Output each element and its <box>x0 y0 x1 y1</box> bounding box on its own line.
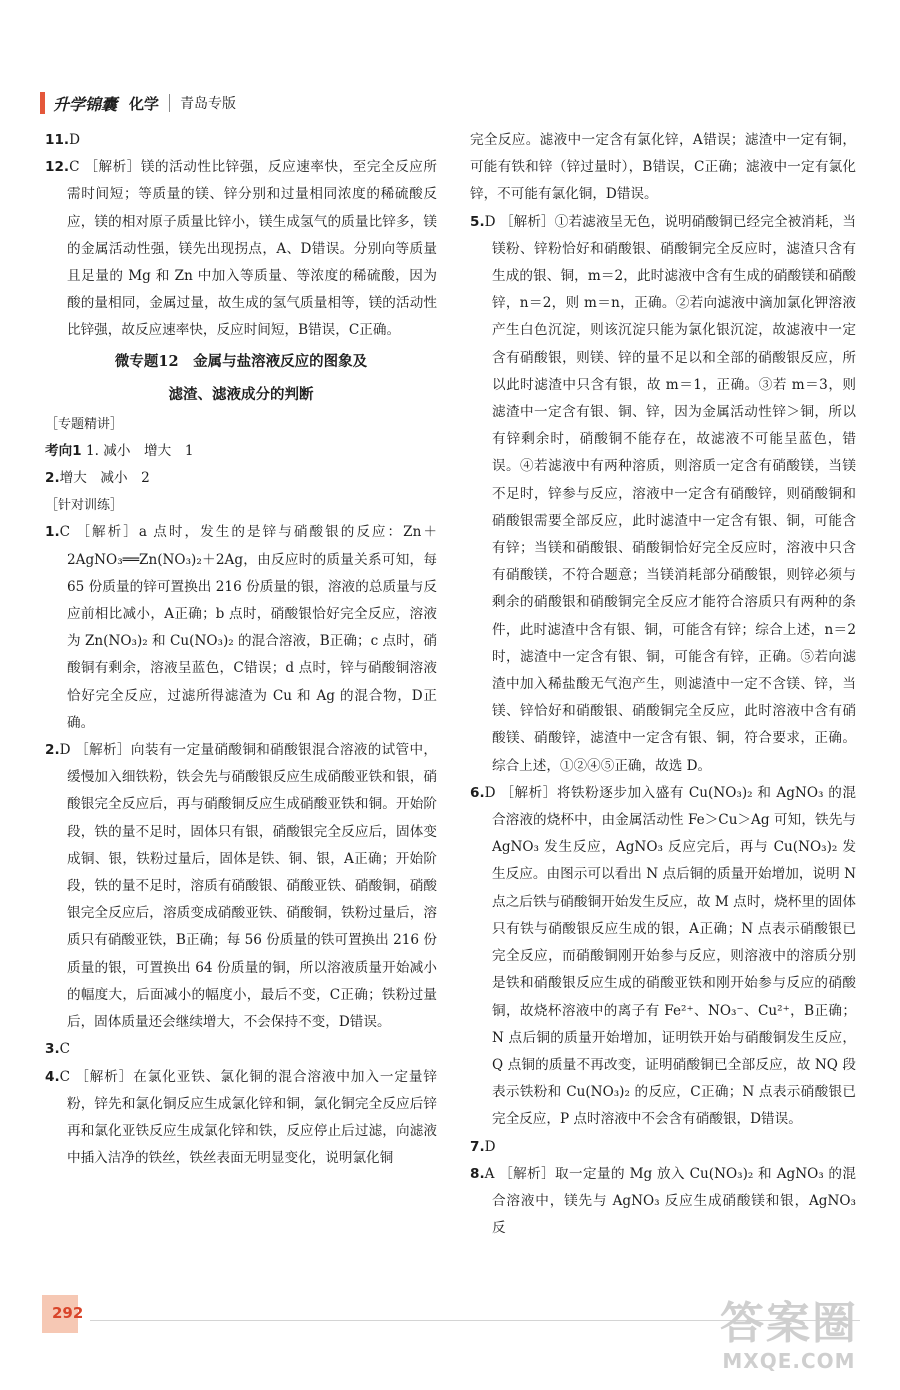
answer-7 <box>470 1134 856 1161</box>
direction-label: 考向1 <box>45 442 82 459</box>
answer-text: C <box>59 1041 71 1058</box>
watermark <box>720 1300 858 1374</box>
answer-6 <box>470 780 856 1134</box>
edition-label: 青岛专版 <box>180 96 237 112</box>
header-divider <box>169 94 170 112</box>
brand-title: 升学锦囊 <box>53 94 118 114</box>
answer-number: 12. <box>45 159 70 176</box>
answer-1 <box>45 519 437 737</box>
answer-2 <box>45 737 437 1036</box>
topic-title-line-2: 滤渣、滤液成分的判断 <box>168 385 314 403</box>
answer-text: C ［解析］镁的活动性比锌强，反应速率快，至完全反应所需时间短；等质量的镁、锌分别和过量相同浓度的稀硫酸反应，镁的相对原子质量比锌小，镁生成氢气的质量比锌多，镁的金属活动性强，镁先出现拐点，A、D错误。分别向等质量且足量的 Mg 和 Zn 中加入等质量、等浓度的稀硫酸，因为酸的量相同，金属过量，故生成的氢气质量相等，镁的活动性比锌强，故反应速率快，反应时间短，B错误，C正确。 <box>67 159 437 339</box>
answer-number: 4. <box>45 1068 60 1085</box>
direction-text: 1. 减小 增大 1 <box>85 442 194 459</box>
watermark-url: MXQE.COM <box>722 1349 856 1373</box>
right-column <box>470 127 856 1242</box>
section-heading-practice: ［针对训练］ <box>45 498 124 514</box>
answer-number: 3. <box>45 1041 60 1058</box>
direction-1 <box>45 438 437 465</box>
answer-number: 11. <box>45 132 70 148</box>
header-accent-bar <box>40 92 45 114</box>
answer-3 <box>45 1036 437 1063</box>
answer-text: C ［解析］a 点时，发生的是锌与硝酸银的反应：Zn＋2AgNO₃══Zn(NO₃)₂＋2Ag，由反应时的质量关系可知，每 65 份质量的锌可置换出 216 份质量的银，溶液的总质量与反应前相比减小，A正确；b 点时，硝酸银恰好完全反应，溶液为 Zn(NO₃)₂ 和 Cu(NO₃)₂ 的混合溶液，B正确；c 点时，硝酸铜有剩余，溶液呈蓝色，C错误；d 点时，锌与硝酸铜溶液恰好完全反应，过滤所得滤渣为 Cu 和 Ag 的混合物，D正确。 <box>59 524 437 731</box>
page-number: 292 <box>52 1304 84 1322</box>
answer-text: D <box>69 132 80 148</box>
answer-5 <box>470 209 856 780</box>
watermark-logo: 答案圈 <box>720 1298 858 1349</box>
direction-text: 增大 减小 2 <box>59 470 150 487</box>
running-header <box>40 88 236 118</box>
answer-8 <box>470 1161 856 1243</box>
answer-4 <box>45 1064 437 1173</box>
answer-number: 6. <box>470 784 485 801</box>
answer-text: D ［解析］①若滤液呈无色，说明硝酸铜已经完全被消耗，当镁粉、锌粉恰好和硝酸银、硝酸铜完全反应时，滤渣只含有生成的银、铜，m＝2，此时滤液中含有生成的硝酸镁和硝酸锌，n＝2，则 m＝n，正确。②若向滤液中滴加氯化钾溶液产生白色沉淀，则该沉淀只能为氯化银沉淀，故滤液中一定含有硝酸银，则镁、锌的量不足以和全部的硝酸银反应，所以此时滤渣中只含有银，故 m＝1，正确。③若 m＝3，则滤渣中一定含有银、铜、锌，因为金属活动性锌＞铜，所以有锌剩余时，硝酸铜不能存在，故滤液不可能呈蓝色，错误。④若滤液中有两种溶质，则溶质一定含有硝酸镁，当镁不足时，锌参与反应，溶液中一定含有硝酸锌，则硝酸铜和硝酸银需要全部反应，此时滤渣中一定含有银、铜，可能含有锌；当镁和硝酸银、硝酸铜恰好完全反应时，溶液中只含有硝酸镁，不符合题意；当镁消耗部分硝酸银，则锌必须与剩余的硝酸银和硝酸铜完全反应才能符合溶质只有两种的条件，此时滤渣中含有银、铜，可能含有锌；综合上述，n＝2 时，滤渣中一定含有银、铜，可能含有锌，正确。⑤若向滤渣中加入稀盐酸无气泡产生，则滤渣中一定不含镁、锌，当镁、锌恰好和硝酸银、硝酸铜完全反应，此时溶液中含有硝酸镁、硝酸锌，滤渣中一定含有银、铜，符合要求，正确。综合上述，①②④⑤正确，故选 D。 <box>484 213 856 774</box>
answer-text: D ［解析］向装有一定量硝酸铜和硝酸银混合溶液的试管中，缓慢加入细铁粉，铁会先与硝酸银反应生成硝酸亚铁和银，硝酸银完全反应后，再与硝酸铜反应生成硝酸亚铁和铜。开始阶段，铁的量不足时，固体只有银，硝酸银完全反应后，固体变成铜、银，铁粉过量后，固体是铁、铜、银，A正确；开始阶段，铁的量不足时，溶质有硝酸银、硝酸亚铁、硝酸铜，硝酸银完全反应后，溶质变成硝酸亚铁、硝酸铜，铁粉过量后，溶质只有硝酸亚铁，B正确；每 56 份质量的铁可置换出 216 份质量的银，可置换出 64 份质量的铜，所以溶液质量开始减小的幅度大，后面减小的幅度小，最后不变，C正确；铁粉过量后，固体质量还会继续增大，不会保持不变，D错误。 <box>59 742 437 1031</box>
left-column <box>45 127 437 1172</box>
section-heading-lecture: ［专题精讲］ <box>45 416 124 432</box>
subject-label: 化学 <box>129 94 160 113</box>
answer-number: 1. <box>45 524 60 541</box>
answer-11 <box>45 127 437 154</box>
answer-12 <box>45 154 437 344</box>
answer-text: C ［解析］在氯化亚铁、氯化铜的混合溶液中加入一定量锌粉，锌先和氯化铜反应生成氯化锌和铜，氯化铜完全反应后锌再和氯化亚铁反应生成氯化锌和铁，反应停止后过滤，向滤液中插入洁净的铁丝，铁丝表面无明显变化，说明氯化铜 <box>59 1068 437 1167</box>
topic-title-line-1: 微专题12 金属与盐溶液反应的图象及 <box>114 352 368 370</box>
answer-number: 8. <box>470 1165 485 1182</box>
answer-text: D <box>484 1138 496 1155</box>
direction-2 <box>45 465 437 492</box>
answer-4-continued: 完全反应。滤液中一定含有氯化锌，A错误；滤渣中一定有铜，可能有铁和锌（锌过量时），B错误，C正确；滤液中一定有氯化锌，不可能有氯化铜，D错误。 <box>470 132 856 203</box>
answer-number: 7. <box>470 1138 485 1155</box>
answer-text: A ［解析］取一定量的 Mg 放入 Cu(NO₃)₂ 和 AgNO₃ 的混合溶液中，镁先与 AgNO₃ 反应生成硝酸镁和银，AgNO₃ 反 <box>484 1165 856 1237</box>
answer-number: 5. <box>470 213 485 230</box>
answer-number: 2. <box>45 742 60 759</box>
answer-number: 2. <box>45 470 60 487</box>
answer-text: D ［解析］将铁粉逐步加入盛有 Cu(NO₃)₂ 和 AgNO₃ 的混合溶液的烧杯中，由金属活动性 Fe＞Cu＞Ag 可知，铁先与 AgNO₃ 发生反应，AgNO₃ 反应完后，再与 Cu(NO₃)₂ 发生反应。由图示可以看出 N 点后铜的质量开始增加，说明 N 点之后铁与硝酸铜开始发生反应，故 M 点时，烧杯里的固体只有铁与硝酸银反应生成的银，A正确；N 点表示硝酸银已完全反应，而硝酸铜刚开始参与反应，则溶液中的溶质分别是铁和硝酸银反应生成的硝酸亚铁和刚开始参与反应的硝酸铜，故烧杯溶液中的离子有 Fe²⁺、NO₃⁻、Cu²⁺，B正确；N 点后铜的质量开始增加，证明铁开始与硝酸铜发生反应，Q 点铜的质量不再改变，证明硝酸铜已全部反应，故 NQ 段表示铁粉和 Cu(NO₃)₂ 的反应，C正确；N 点表示硝酸银已完全反应，P 点时溶液中不会含有硝酸银，D错误。 <box>484 784 856 1128</box>
